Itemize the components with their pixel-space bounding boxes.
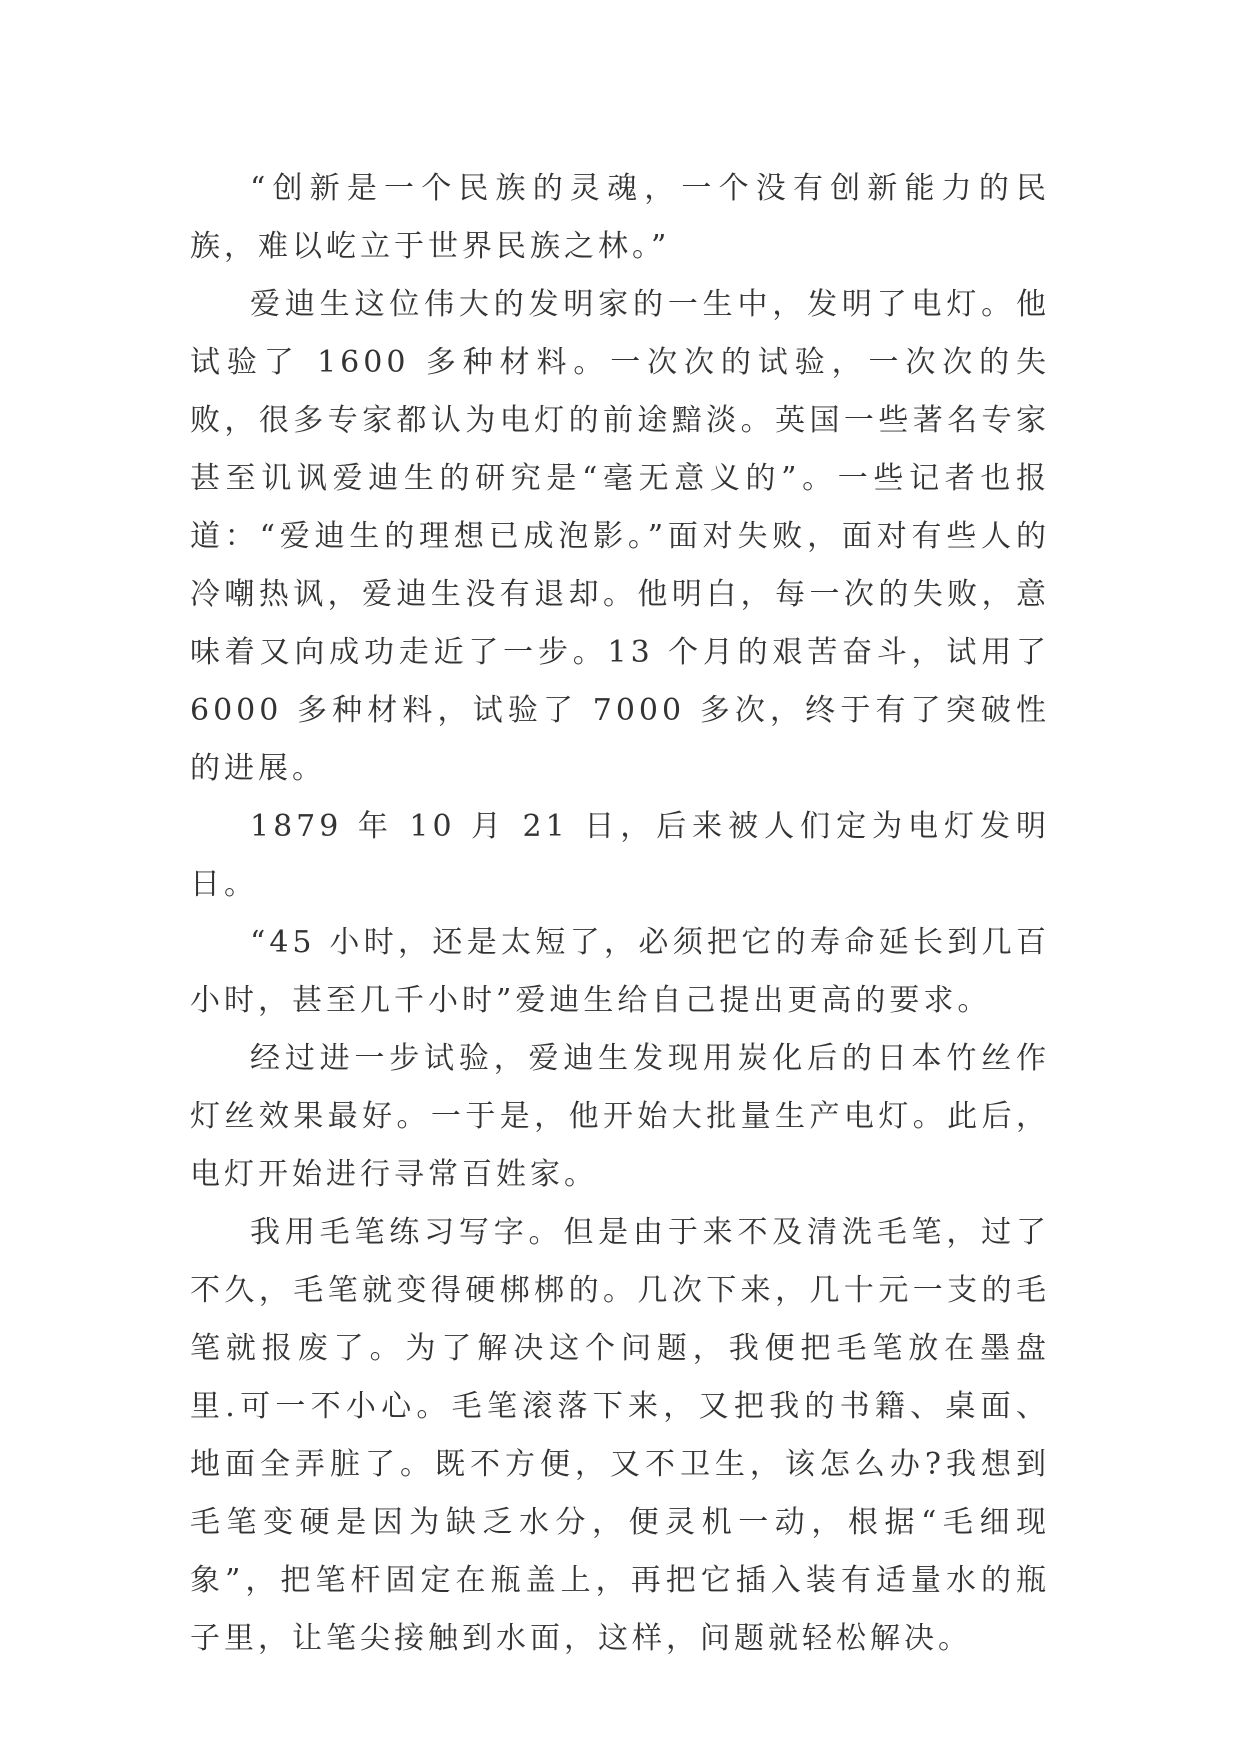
paragraph: “创新是一个民族的灵魂，一个没有创新能力的民族，难以屹立于世界民族之林。” — [190, 171, 1050, 264]
paragraph: 经过进一步试验，爱迪生发现用炭化后的日本竹丝作灯丝效果最好。一于是，他开始大批量生产电灯。此后，电灯开始进行寻常百姓家。 — [190, 1041, 1050, 1192]
paragraph: “45 小时，还是太短了，必须把它的寿命延长到几百小时，甚至几千小时”爱迪生给自己提出更高的要求。 — [190, 925, 1050, 1018]
document-body — [190, 160, 1050, 1668]
paragraph: 我用毛笔练习写字。但是由于来不及清洗毛笔，过了不久，毛笔就变得硬梆梆的。几次下来，几十元一支的毛笔就报废了。为了解决这个问题，我便把毛笔放在墨盘里.可一不小心。毛笔滚落下来，又把我的书籍、桌面、地面全弄脏了。既不方便，又不卫生，该怎么办?我想到毛笔变硬是因为缺乏水分，便灵机一动，根据“毛细现象”，把笔杆固定在瓶盖上，再把它插入装有适量水的瓶子里，让笔尖接触到水面，这样，问题就轻松解决。 — [190, 1215, 1050, 1656]
paragraph: 1879 年 10 月 21 日，后来被人们定为电灯发明日。 — [190, 809, 1050, 902]
paragraph: 爱迪生这位伟大的发明家的一生中，发明了电灯。他试验了 1600 多种材料。一次次的试验，一次次的失败，很多专家都认为电灯的前途黯淡。英国一些著名专家甚至讥讽爱迪生的研究是“毫无意义的”。一些记者也报道：“爱迪生的理想已成泡影。”面对失败，面对有些人的冷嘲热讽，爱迪生没有退却。他明白，每一次的失败，意味着又向成功走近了一步。13 个月的艰苦奋斗，试用了 6000 多种材料，试验了 7000 多次，终于有了突破性的进展。 — [190, 287, 1050, 786]
